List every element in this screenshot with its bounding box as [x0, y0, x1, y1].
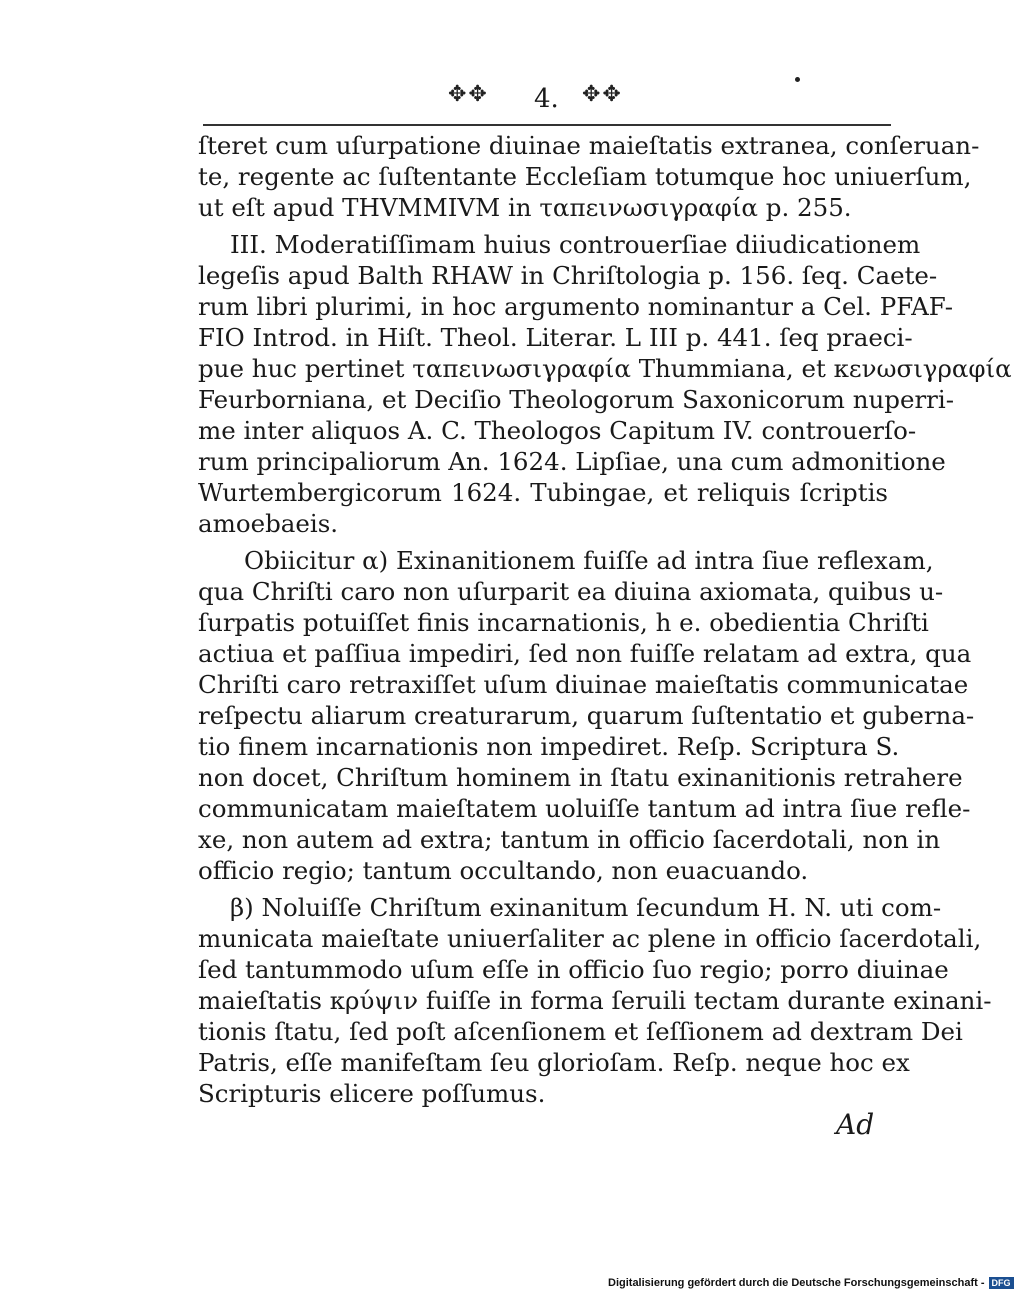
- text-line: ſurpatis potuiſſet finis incarnationis, h e. obedientia Chriſti: [198, 608, 929, 637]
- text-line: pue huc pertinet ταπεινωσιγραφία Thummiana, et κενωσιγραφία: [198, 354, 1012, 383]
- text-line: amoebaeis.: [198, 509, 339, 538]
- header-rule: [203, 124, 891, 126]
- dfg-logo: DFG: [989, 1277, 1014, 1289]
- catchword: Ad: [836, 1108, 875, 1141]
- text-line: qua Chriſti caro non uſurparit ea diuina axiomata, quibus u-: [198, 577, 944, 606]
- digitization-credit: [608, 1277, 1014, 1289]
- text-line: reſpectu aliarum creaturarum, quarum ſuſtentatio et guberna-: [198, 701, 975, 730]
- page-header: [0, 78, 1000, 118]
- text-line: Wurtembergicorum 1624. Tubingae, et reliquis ſcriptis: [198, 478, 888, 507]
- text-line: tionis ſtatu, ſed poſt aſcenſionem et ſeſſionem ad dextram Dei: [198, 1017, 963, 1046]
- text-line: Obiicitur α) Exinanitionem fuiſſe ad intra ſiue reflexam,: [244, 546, 934, 575]
- text-line: III. Moderatiſſimam huius controuerſiae diiudicationem: [230, 230, 921, 259]
- text-line: Feurborniana, et Deciſio Theologorum Saxonicorum nuperri-: [198, 385, 954, 414]
- text-line: legeſis apud Balth RHAW in Chriſtologia p. 156. ſeq. Caete-: [198, 261, 938, 290]
- text-line: ut eſt apud THVMMIVM in ταπεινωσιγραφία p. 255.: [198, 193, 852, 222]
- text-line: rum principaliorum An. 1624. Lipſiae, una cum admonitione: [198, 447, 946, 476]
- ink-speck: [795, 77, 800, 82]
- text-line: municata maieſtate uniuerſaliter ac plene in officio ſacerdotali,: [198, 924, 982, 953]
- text-line: tio finem incarnationis non impediret. Reſp. Scriptura S.: [198, 732, 900, 761]
- text-line: ſed tantummodo uſum eſſe in officio ſuo regio; porro diuinae: [198, 955, 949, 984]
- ornament-left-icon: ✥✥: [448, 82, 489, 107]
- text-body: [198, 130, 1012, 1109]
- ornament-right-icon: ✥✥: [582, 82, 623, 107]
- text-line: Chriſti caro retraxiſſet uſum diuinae maieſtatis communicatae: [198, 670, 969, 699]
- text-line: rum libri plurimi, in hoc argumento nominantur a Cel. PFAF-: [198, 292, 953, 321]
- text-line: actiua et paſſiua impediri, ſed non fuiſſe relatam ad extra, qua: [198, 639, 972, 668]
- text-line: Patris, eſſe manifeſtam ſeu glorioſam. Reſp. neque hoc ex: [198, 1048, 910, 1077]
- text-line: FIO Introd. in Hiſt. Theol. Literar. L III p. 441. ſeq praeci-: [198, 323, 913, 352]
- text-line: te, regente ac ſuſtentante Eccleſiam totumque hoc uniuerſum,: [198, 162, 972, 191]
- page-number: 4.: [534, 84, 559, 114]
- text-line: ſteret cum uſurpatione diuinae maieſtatis extranea, conſeruan-: [198, 131, 980, 160]
- text-line: officio regio; tantum occultando, non euacuando.: [198, 856, 809, 885]
- text-line: β) Noluiſſe Chriſtum exinanitum ſecundum H. N. uti com-: [230, 893, 942, 922]
- text-line: maieſtatis κρύψιν fuiſſe in forma ſeruili tectam durante exinani-: [198, 986, 992, 1015]
- text-line: Scripturis elicere poſſumus.: [198, 1079, 546, 1108]
- credit-text: Digitalisierung gefördert durch die Deutsche Forschungsgemeinschaft -: [608, 1277, 985, 1289]
- text-line: non docet, Chriſtum hominem in ſtatu exinanitionis retrahere: [198, 763, 963, 792]
- text-line: communicatam maieſtatem uoluiſſe tantum ad intra ſiue refle-: [198, 794, 971, 823]
- text-line: me inter aliquos A. C. Theologos Capitum IV. controuerſo-: [198, 416, 917, 445]
- text-line: xe, non autem ad extra; tantum in officio ſacerdotali, non in: [198, 825, 941, 854]
